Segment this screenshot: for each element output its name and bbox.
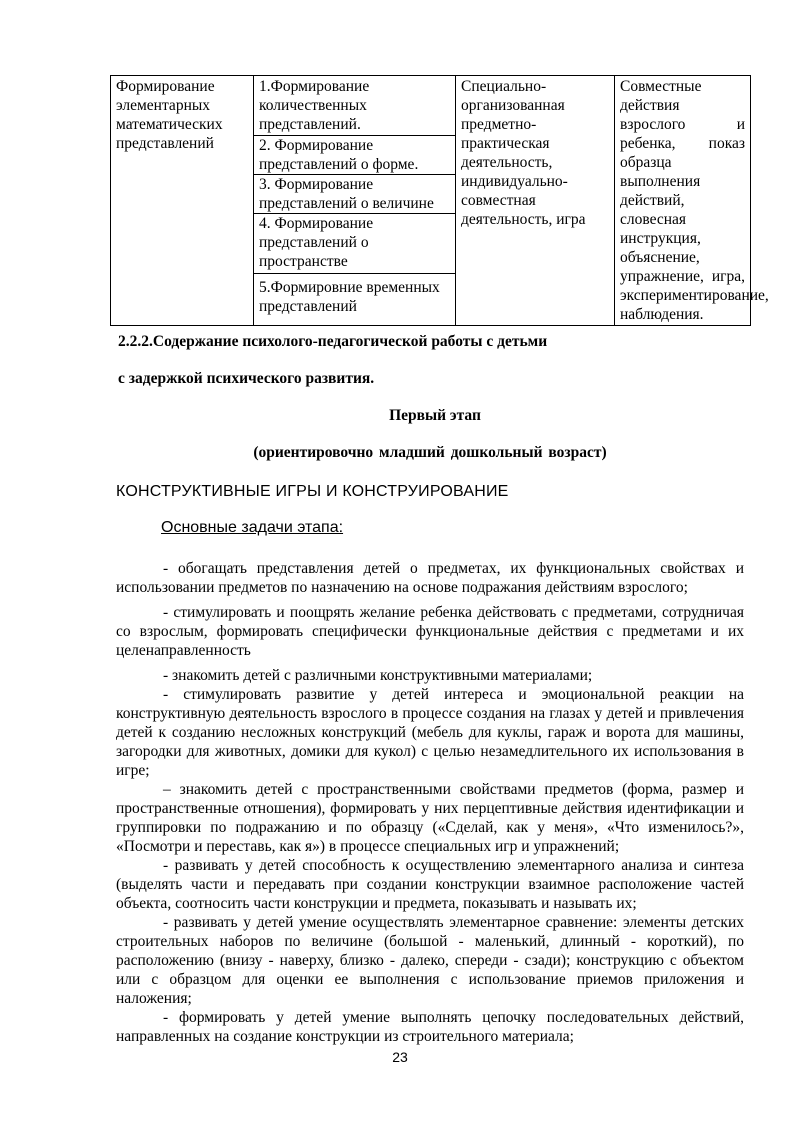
paragraph: - развивать у детей умение осуществлять элементарное сравнение: элементы детских строительных наборов по величине (большой - маленький, длинный - короткий), по расположению (внизу - наверху, близко - далеко, спереди - сзади); конструкцию с объектом или с образцом для оценки ее выполнения с использование приемов приложения и наложения; xyxy=(116,914,744,1007)
paragraph: - формировать у детей умение выполнять цепочку последовательных действий, направленных на создание конструкции из строительного материала; xyxy=(116,1009,744,1045)
section-item: 5.Формировние временных представлений xyxy=(259,279,440,315)
paragraph: - обогащать представления детей о предметах, их функциональных свойствах и использовании предметов по назначению на основе подражания действиям взрослого; xyxy=(116,560,744,596)
body-text xyxy=(116,559,744,1046)
section-item: 2. Формирование представлений о форме. xyxy=(254,136,455,175)
table-cell-sections xyxy=(254,76,456,326)
section-item: 4. Формирование представлений о пространстве xyxy=(254,214,455,274)
paragraph: - развивать у детей способность к осуществлению элементарного анализа и синтеза (выделять части и передавать при создании конструкции взаимное расположение частей объекта, соотносить части конструкции и предмета, показывать и называть их; xyxy=(116,857,744,912)
tasks-title: Основные задачи этапа: xyxy=(161,519,344,536)
section-item: 3. Формирование представлений о величине xyxy=(254,175,455,214)
area-text: Формирование элементарных математических представлений xyxy=(116,78,223,152)
heading-line-2: с задержкой психического развития. xyxy=(118,370,375,387)
section-item: 1.Формирование количественных представлений. xyxy=(254,76,455,136)
table-cell-methods xyxy=(615,76,769,326)
stage-title: Первый этап xyxy=(389,407,481,424)
page-number: 23 xyxy=(392,1049,408,1065)
stage-subtitle: (ориентировочно младший дошкольный возраст) xyxy=(253,444,607,461)
section-title: КОНСТРУКТИВНЫЕ ИГРЫ И КОНСТРУИРОВАНИЕ xyxy=(116,483,509,500)
paragraph: - стимулировать развитие у детей интереса и эмоциональной реакции на конструктивную деятельность взрослого в процессе создания на глазах у детей и привлечения детей к созданию несложных конструкций (мебель для куклы, гараж и ворота для машины, загородки для животных, домики для кукол) с целью незамедлительного их использования в игре; xyxy=(116,686,744,779)
table-cell-area xyxy=(111,76,254,326)
methods-table xyxy=(110,75,769,326)
table-cell-forms xyxy=(456,76,615,326)
table-row xyxy=(111,76,751,326)
paragraph: – знакомить детей с пространственными свойствами предметов (форма, размер и пространственные отношения), формировать у них перцептивные действия идентификации и группировки по подражанию и по образцу («Сделай, как у меня», «Что изменилось?», «Посмотри и переставь, как я») в процессе специальных игр и упражнений; xyxy=(116,781,744,855)
paragraph: - стимулировать и поощрять желание ребенка действовать с предметами, сотрудничая со взрослым, формировать специфически функциональные действия с предметами и их целенаправленность xyxy=(116,604,744,659)
forms-text: Специально-организованная предметно-практическая деятельность, индивидуально-совместная деятельность, игра xyxy=(461,78,586,228)
methods-text: Совместные действия взрослого и ребенка, показ образца выполнения действий, словесная инструкция, объяснение, упражнение, игра, экспериментирование, наблюдения. xyxy=(620,78,769,323)
heading-line-1: 2.2.2.Содержание психолого-педагогической работы с детьми xyxy=(118,333,548,350)
paragraph: - знакомить детей с различными конструктивными материалами; xyxy=(163,667,593,684)
